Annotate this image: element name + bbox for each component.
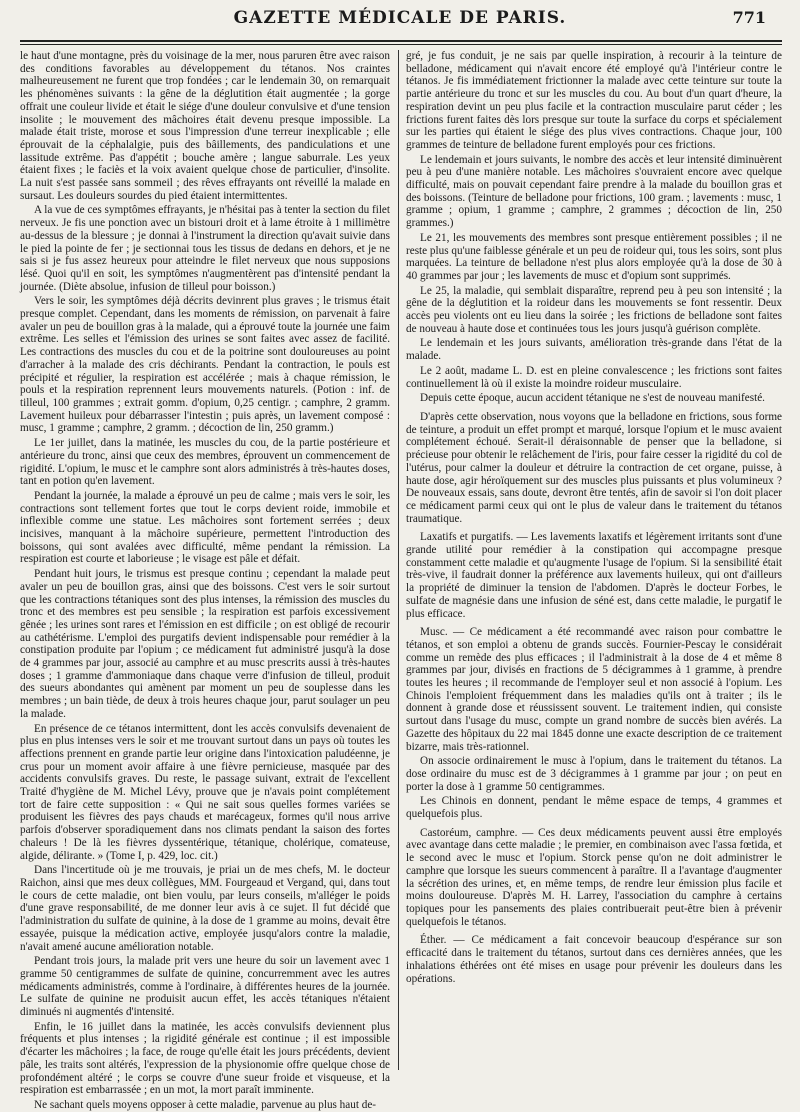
paragraph: Le lendemain et les jours suivants, amélioration très-grande dans l'état de la malade. [406, 337, 782, 363]
page-number: 771 [732, 8, 766, 27]
page-header [0, 8, 800, 48]
header-rule [20, 40, 782, 42]
paragraph: A la vue de ces symptômes effrayants, je n'hésitai pas à tenter la section du filet nerveux. Je fis une ponction avec un bistouri droit et à lame étroite à 1 millimètre au-dessus de la blessure ; je donnai à l'instrument la direction qu'avait suivie dans le pied la pointe de fer ; je sectionnai tous les tissus de dedans en dehors, et je ne sais si je fus assez heureux pour atteindre le filet nerveux que nous supposions lésé. Quoi qu'il en soit, les symptômes n'augmentèrent pas d'intensité pendant la journée. (Diète absolue, infusion de tilleul pour boisson.) [20, 204, 390, 293]
paragraph: Les Chinois en donnent, pendant le même espace de temps, 4 grammes et quelquefois plus. [406, 795, 782, 821]
section-castoreum: Castoréum, camphre. — Ces deux médicaments peuvent aussi être employés avec avantage dans cette maladie ; le premier, en combinaison avec l'assa fœtida, et le second avec le musc et l'opium. Storck pense qu'on ne doit administrer le camphre que lorsque les sueurs commencent à paraître. Il a l'avantage d'augmenter la sécrétion des urines, et, en même temps, de rendre leur émission plus facile et moins douloureuse. D'après M. H. Larrey, l'association du camphre à certains topiques pour les pansements des plaies contribuerait peut-être bien à prévenir quelquefois le tétanos. [406, 826, 782, 928]
paragraph: le haut d'une montagne, près du voisinage de la mer, nous paruren être avec raison des conditions favorables au développement du tétanos. Nos craintes malheureusement ne furent que trop fondées ; car le lendemain 30, on remarquait les phénomènes suivants : la gêne de la déglutition était augmentée ; la gorge offrait une couleur livide et était le siége d'une douleur convulsive et d'une tension insolite ; le mouvement des mâchoires était devenu presque impossible. La malade était triste, morose et sous l'impression d'une terreur inexplicable ; elle éprouvait de la céphalalgie, puis des bâillements, des pandiculations et une lassitude extrême. Pas d'appétit ; bouche amère ; langue saburrale. Les yeux étaient fixes ; le faciès et la voix avaient quelque chose de particulier, d'insolite. La nuit s'est passée sans sommeil ; des rêves effrayants ont réveillé la malade en sursaut. Les douleurs sourdes du pied étaient intermittentes. [20, 50, 390, 202]
section-ether: Éther. — Ce médicament a fait concevoir beaucoup d'espérance sur son efficacité dans le traitement du tétanos, surtout dans ces dernières années, que les inhalations éthérées ont été mises en usage pour prévenir les douleurs dans les opérations. [406, 934, 782, 985]
column-divider [398, 50, 399, 1070]
right-column [406, 50, 782, 1076]
paragraph: Vers le soir, les symptômes déjà décrits devinrent plus graves ; le trismus était presque complet. Cependant, dans les moments de rémission, on parvenait à faire avaler un peu de bouillon gras à la malade, qui a éprouvé toute la journée une faim extrême. Les selles et l'émission des urines se sont faites avec assez de facilité. Les contractions des muscles du cou et de la poitrine sont douloureuses au point d'arracher à la malade des cris déchirants. Pendant la contraction, le pouls est précipité et régulier, la respiration est accélérée ; mais à chaque rémission, le pouls et la respiration reprennent leurs mouvements naturels. (Potion : inf. de tilleul, 100 grammes ; extrait gomm. d'opium, 0,25 centigr. ; camphre, 2 gramm. Lavement huileux pour débarrasser l'intestin ; puis après, un lavement composé : musc, 1 gramme ; camphre, 2 gramm. ; décoction de lin, 250 gramm.) [20, 295, 390, 435]
paragraph: Pendant huit jours, le trismus est presque continu ; cependant la malade peut avaler un peu de bouillon gras, ainsi que des boissons. C'est vers le soir surtout que les contractions tétaniques sont des plus intenses, la rémission des muscles du tronc et des membres est peu sensible ; la respiration est parfois excessivement gênée ; les urines sont rares et l'émission en est difficile ; on est obligé de recourir au cathétérisme. L'emploi des purgatifs devient indispensable pour remédier à la constipation produite par l'opium ; ce médicament fut administré jusqu'à la dose de 4 grammes par jour, associé au camphre et au musc prescrits aussi à très-hautes doses ; 1 gramme d'ammoniaque dans chaque verre d'infusion de tilleul, produit des sueurs abondantes qui amènent par moment un peu de souplesse dans les membres ; un bain tiède, de deux à trois heures chaque jour, parut soulager un peu la malade. [20, 568, 390, 720]
header-rule-thin [20, 44, 782, 45]
paragraph: En présence de ce tétanos intermittent, dont les accès convulsifs devenaient de plus en plus intenses vers le soir et me trouvant surtout dans un pays où toutes les affections prennent en grande partie leur origine dans l'intoxication paludéenne, je crus pour un moment avoir affaire à une fièvre pernicieuse, masquée par des accidents convulsifs graves. Du reste, le passage suivant, extrait de l'excellent Traité d'hygiène de M. Michel Lévy, prouve que je n'avais point complétement tort de faire cette supposition : « Qui ne sait sous quelles formes variées se produisent les fièvres des pays chauds et marécageux, formes qu'il nous arrive parfois d'observer sporadiquement dans nos climats pendant la saison des fortes chaleurs ! De là les fièvres dyssentérique, tétanique, cholérique, comateuse, algide, délirante. » (Tome I, p. 429, loc. cit.) [20, 722, 390, 862]
paragraph: Le 2 août, madame L. D. est en pleine convalescence ; les frictions sont faites continuellement là où il existe la moindre roideur musculaire. [406, 364, 782, 390]
paragraph: Enfin, le 16 juillet dans la matinée, les accès convulsifs deviennent plus fréquents et plus intenses ; la rigidité générale est continue ; il est impossible d'écarter les mâchoires ; la face, de rouge qu'elle était les jours précédents, devient pâle, les traits sont altérés, l'expression de la physionomie offre quelque chose de profondément altéré ; le corps se couvre d'une sueur froide et visqueuse, et la respiration est embarrassée ; en un mot, la mort paraît imminente. [20, 1020, 390, 1097]
paragraph: Pendant la journée, la malade a éprouvé un peu de calme ; mais vers le soir, les contractions sont tellement fortes que tout le corps devient roide, immobile et inflexible comme une statue. Les mâchoires sont fortement serrées ; deux incisives, manquant à la mâchoire supérieure, permettent l'introduction des boissons, qui sont avalées avec difficulté, même pendant la rémission. La respiration est courte et laborieuse ; le visage est pâle et défait. [20, 489, 390, 566]
paragraph: gré, je fus conduit, je ne sais par quelle inspiration, à recourir à la teinture de belladone, médicament qui n'avait encore été employé qu'à l'intérieur contre le tétanos. Je fis immédiatement frictionner la malade avec cette teinture sur toute la partie antérieure du tronc et sur les muscles du cou. Au bout d'un quart d'heure, la respiration devint un peu plus facile et la contraction musculaire parut céder ; les frictions furent faites dès lors presque sur toute la surface du corps et spécialement sur les parties qui étaient le siége des plus vives contractions. Chaque jour, 100 grammes de teinture de belladone furent employés pour ces frictions. [406, 50, 782, 151]
paragraph: Le lendemain et jours suivants, le nombre des accès et leur intensité diminuèrent peu à peu d'une manière notable. Les mâchoires s'ouvraient encore avec quelque difficulté, mais on pouvait cependant faire prendre à la malade du bouillon gras et des boissons. (Teinture de belladone pour frictions, 100 gram. ; lavements : musc, 1 gramme ; opium, 1 gramme ; camphre, 2 grammes ; décoction de lin, 250 grammes.) [406, 153, 782, 230]
paragraph: Pendant trois jours, la malade prit vers une heure du soir un lavement avec 1 gramme 50 centigrammes de sulfate de quinine, concurremment avec les autres médicaments administrés, comme à l'ordinaire, à différentes heures de la journée. Le sulfate de quinine ne produisit aucun effet, les accès tétaniques n'étaient diminués ni augmentés d'intensité. [20, 955, 390, 1019]
paragraph: Le 25, la maladie, qui semblait disparaître, reprend peu à peu son intensité ; la gêne de la déglutition et la roideur dans les mouvements se font ressentir. Deux accès peu violents ont eu lieu dans la soirée ; les frictions de belladone sont faites de nouveau à haute dose et continuées tous les jours jusqu'à guérison complète. [406, 284, 782, 335]
paragraph: Ne sachant quels moyens opposer à cette maladie, parvenue au plus haut de- [34, 1098, 377, 1111]
paragraph: Le 1er juillet, dans la matinée, les muscles du cou, de la partie postérieure et antérieure du tronc, ainsi que ceux des membres, éprouvent un commencement de rigidité. L'opium, le musc et le camphre sont alors administrés à très-hautes doses, tant en potion qu'en lavement. [20, 437, 390, 488]
section-laxatifs: Laxatifs et purgatifs. — Les lavements laxatifs et légèrement irritants sont d'une grande utilité pour remédier à la constipation qui accompagne presque constamment cette maladie et qu'augmente l'usage de l'opium. Si la sensibilité était très-vive, il faudrait donner la préférence aux lavements huileux, qui ont d'ailleurs la propriété de diminuer la tension de l'abdomen. D'après le docteur Forbes, le sulfate de magnésie dans une infusion de séné est, dans cette maladie, le purgatif le plus efficace. [406, 531, 782, 620]
paragraph: Le 21, les mouvements des membres sont presque entièrement possibles ; il ne reste plus qu'une faiblesse générale et un peu de roideur qui, tous les soirs, sont plus marquées. La teinture de belladone n'est plus alors employée qu'à la dose de 30 à 40 grammes par jour ; les lavements de musc et d'opium sont supprimés. [406, 231, 782, 282]
paragraph: D'après cette observation, nous voyons que la belladone en frictions, sous forme de teinture, a produit un effet prompt et marqué, lorsque l'opium et le musc avaient complétement échoué. Serait-il déraisonnable de penser que la belladone, si précieuse pour obtenir le relâchement de l'iris, pour faire cesser la rigidité du col de l'utérus, pour calmer la douleur et détruire la contraction de cet organe, puisse, à haute dose, agir héroïquement sur des muscles plus puissants et plus volumineux ? De nouveaux essais, sans doute, devront être tentés, afin de savoir si l'on doit placer ce médicament parmi ceux qui ont le plus de valeur dans le traitement du tétanos traumatique. [406, 410, 782, 525]
left-column [20, 50, 390, 1111]
paragraph: Dans l'incertitude où je me trouvais, je priai un de mes chefs, M. le docteur Raichon, ainsi que mes deux collègues, MM. Fourgeaud et Vergand, qui, dans tout le cours de cette maladie, ont bien voulu, par leurs conseils, m'alléger le poids d'une grave responsabilité, de me donner leur avis à ce sujet. Il fut décidé que l'administration du sulfate de quinine, à la dose de 1 gramme au moins, devait être essayée, puisque la médication active, employée jusqu'alors contre la maladie, n'avait amené aucune amélioration notable. [20, 864, 390, 953]
paragraph: Depuis cette époque, aucun accident tétanique ne s'est de nouveau manifesté. [420, 392, 765, 405]
journal-title: GAZETTE MÉDICALE DE PARIS. [233, 8, 567, 28]
paragraph: On associe ordinairement le musc à l'opium, dans le traitement du tétanos. La dose ordinaire du musc est de 3 décigrammes à 1 gramme par jour ; on peut en porter la dose à 1 gramme 50 centigrammes. [406, 755, 782, 793]
section-musc: Musc. — Ce médicament a été recommandé avec raison pour combattre le tétanos, et son emploi a obtenu de grands succès. Fournier-Pescay le considérait comme un remède des plus efficaces ; il l'administrait à la dose de 4 et même 8 grammes par jour, divisés en fractions de 5 décigrammes à 1 gramme, à prendre toutes les heures ; il recommande de l'employer seul et non associé à l'opium. Les Chinois l'emploient fréquemment dans les maladies qu'ils ont à traiter ; ils le donnent à grande dose et réussissent souvent. Le traitement indien, qui consiste surtout dans l'usage du musc, compte un grand nombre de succès bien avérés. La Gazette des hôpitaux du 22 mai 1845 donne une exacte description de ce traitement bizarre, mais très-rationnel. [406, 626, 782, 753]
